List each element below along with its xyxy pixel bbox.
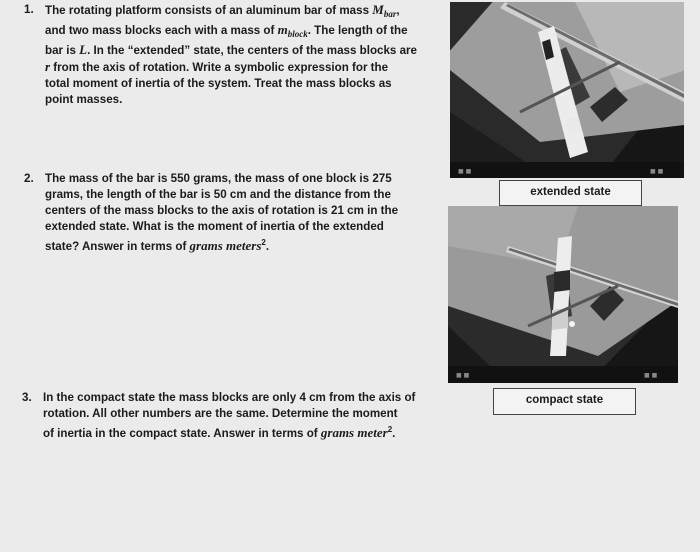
- question-number: 3.: [22, 391, 32, 404]
- question-line: point masses.: [45, 93, 123, 106]
- question-number: 1.: [24, 3, 34, 16]
- question-line: bar is L. In the “extended” state, the centers of the mass blocks are: [45, 42, 417, 57]
- question-text: [45, 171, 398, 255]
- math-superscript: 2: [261, 238, 266, 247]
- question-line: grams, the length of the bar is 50 cm and the distance from the: [45, 188, 391, 201]
- math-superscript: 2: [387, 425, 393, 434]
- question-line: r from the axis of rotation. Write a symbolic expression for the: [45, 59, 389, 74]
- math-variable: $m_{block}$: [277, 22, 308, 39]
- compact-state-caption: compact state: [493, 388, 636, 415]
- math-variable: r: [45, 59, 51, 74]
- question-2: [24, 171, 434, 257]
- question-line: rotation. All other numbers are the same. Determine the moment: [43, 407, 398, 420]
- math-variable: grams meters: [189, 238, 262, 253]
- math-variable: L: [79, 42, 88, 57]
- question-line: In the compact state the mass blocks are only 4 cm from the axis of: [43, 391, 416, 404]
- rotating-platform-illustration: [450, 2, 684, 178]
- question-line: The mass of the bar is 550 grams, the mass of one block is 275: [45, 172, 392, 185]
- math-variable: grams meter: [320, 425, 388, 440]
- question-line: state? Answer in terms of grams meters$^2$.: [45, 238, 270, 253]
- question-line: centers of the mass blocks to the axis of rotation is 21 cm in the: [45, 204, 399, 217]
- svg-text:■ ■: ■ ■: [644, 372, 658, 379]
- math-variable: $M_{bar}$: [372, 2, 397, 19]
- math-subscript: block: [287, 29, 308, 39]
- question-line: of inertia in the compact state. Answer in terms of grams meter$^2$.: [43, 425, 396, 440]
- svg-text:■ ■: ■ ■: [456, 372, 470, 379]
- question-1: [24, 2, 434, 106]
- extended-state-caption: extended state: [499, 180, 642, 206]
- question-line: total moment of inertia of the system. Treat the mass blocks as: [45, 77, 392, 90]
- svg-text:■ ■: ■ ■: [458, 168, 472, 175]
- math-subscript: bar: [383, 9, 397, 19]
- compact-state-photo: [448, 206, 678, 383]
- question-number: 2.: [24, 172, 34, 185]
- question-line: extended state. What is the moment of inertia of the extended: [45, 220, 384, 233]
- rotating-platform-illustration: [448, 206, 678, 383]
- question-text: [43, 390, 415, 442]
- question-line: and two mass blocks each with a mass of $m_{block}$. The length of the: [45, 22, 408, 39]
- extended-state-photo: [450, 2, 684, 178]
- svg-text:■ ■: ■ ■: [650, 168, 664, 175]
- question-line: The rotating platform consists of an aluminum bar of mass $M_{bar}$,: [45, 2, 400, 19]
- question-3: [22, 390, 432, 446]
- question-text: [45, 2, 417, 108]
